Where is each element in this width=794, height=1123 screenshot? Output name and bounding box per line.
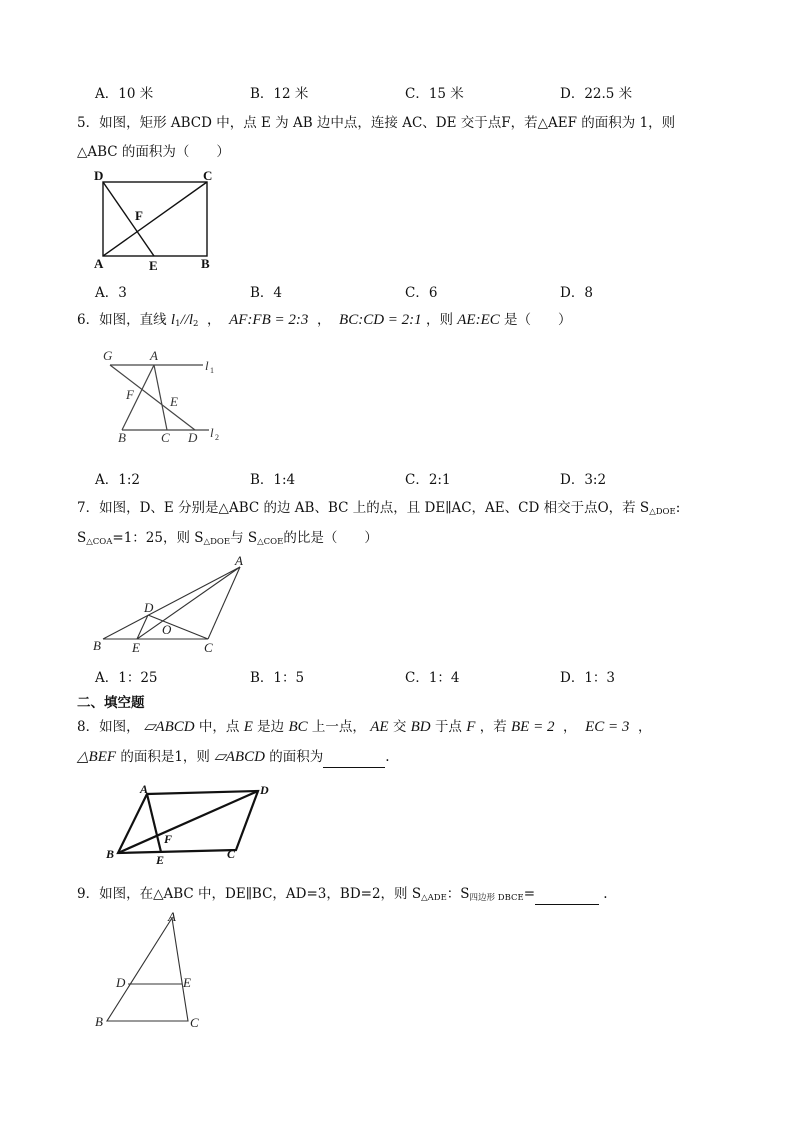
q6-option-b: B．1:4: [250, 472, 296, 488]
question-6-line1: 6．如图，直线 $l_1//l_2$ ， AF:FB = 2:3 ， BC:CD = 2:1 ，则 AE:EC 是（ ）: [77, 312, 572, 329]
svg-text:2: 2: [215, 433, 219, 442]
option-c: C．15 米: [405, 86, 464, 102]
label-C: C: [203, 168, 213, 183]
label-E: E: [156, 853, 165, 867]
label-C: C: [161, 430, 170, 445]
q9-answer-blank[interactable]: [535, 884, 599, 905]
label-C: C: [204, 640, 213, 655]
q7-option-b: B．1：5: [250, 670, 305, 686]
label-C: C: [227, 847, 236, 861]
q7-option-d: D．1：3: [560, 670, 616, 686]
label-E: E: [170, 394, 178, 409]
label-B: B: [201, 256, 210, 271]
q5-option-a: A．3: [95, 285, 127, 301]
label-A: A: [94, 256, 104, 271]
question-7-line1: 7．如图，D、E 分别是△ABC 的边 AB、BC 上的点，且 DE∥AC，AE、CD 相交于点O，若 $S_{\triangle DOE}$:: [77, 500, 681, 517]
label-B: B: [95, 1014, 103, 1029]
label-F: F: [135, 208, 143, 223]
label-F: F: [126, 387, 134, 402]
rectangle-diagram: [90, 168, 213, 273]
q6-num: 6．如图，直线: [77, 312, 167, 328]
q6-cond2: BC:CD = 2:1: [339, 312, 422, 328]
label-E: E: [149, 258, 158, 273]
label-B: B: [93, 638, 101, 653]
q7-option-c: C．1：4: [405, 670, 460, 686]
label-C: C: [190, 1015, 199, 1030]
q6-option-a: A．1:2: [95, 472, 140, 488]
question-5-line1: 5．如图，矩形 ABCD 中，点 E 为 AB 边中点，连接 AC、DE 交于点F，若△AEF 的面积为 1，则: [77, 115, 676, 131]
option-a: A．10 米: [95, 86, 154, 102]
question-7-line2: $S_{\triangle COA}=1$：25，则 $S_{\triangle DOE}$与 $S_{\triangle COE}$的比是（ ）: [77, 530, 378, 547]
q6-option-d: D．3:2: [560, 472, 607, 488]
option-d: D．22.5 米: [560, 86, 633, 102]
label-O: O: [162, 622, 172, 637]
question-5-line2: △ABC 的面积为（ ）: [77, 144, 230, 160]
triangle-de-bc-diagram: [92, 910, 212, 1035]
label-B: B: [106, 847, 115, 861]
option-b: B．12 米: [250, 86, 309, 102]
q7-option-a: A．1：25: [95, 670, 158, 686]
section-fill-in-heading: 二、填空题: [77, 695, 145, 711]
label-A: A: [150, 348, 158, 363]
q6-option-c: C．2:1: [405, 472, 451, 488]
q6-cond1: AF:FB = 2:3: [229, 312, 309, 328]
label-D: D: [260, 783, 269, 797]
question-8-line1: 8．如图， ▱ABCD 中，点 E 是边 BC 上一点， AE 交 BD 于点 F ，若 BE = 2 ， EC = 3 ，: [77, 719, 652, 735]
triangle-abc-diagram: [88, 555, 258, 655]
label-E: E: [183, 975, 191, 990]
label-B: B: [118, 430, 126, 445]
q6-ask: AE:EC: [457, 312, 500, 328]
question-8-line2: △BEF 的面积是1，则 ▱ABCD 的面积为 .: [77, 747, 390, 768]
parallel-lines-diagram: [100, 345, 240, 450]
q8-answer-blank[interactable]: [323, 747, 385, 768]
q5-option-b: B．4: [250, 285, 283, 301]
parallelogram-diagram: [100, 780, 290, 870]
q5-option-d: D．8: [560, 285, 593, 301]
label-D: D: [94, 168, 104, 183]
label-D: D: [116, 975, 126, 990]
q6-l1: l: [170, 312, 176, 328]
question-9: 9．如图，在△ABC 中，DE∥BC，AD=3，BD=2，则 $S_{\triangle ADE}$：$S_{四边形 DBCE}=$ .: [77, 886, 608, 903]
label-D: D: [144, 600, 154, 615]
label-l1: l: [205, 358, 209, 373]
q5-option-c: C．6: [405, 285, 438, 301]
label-A: A: [140, 782, 149, 796]
label-D: D: [188, 430, 198, 445]
label-F: F: [164, 832, 173, 846]
label-A: A: [235, 553, 243, 568]
svg-text:1: 1: [210, 366, 214, 375]
label-G: G: [103, 348, 113, 363]
label-A: A: [168, 909, 176, 924]
label-E: E: [132, 640, 140, 655]
label-l2: l: [210, 425, 214, 440]
